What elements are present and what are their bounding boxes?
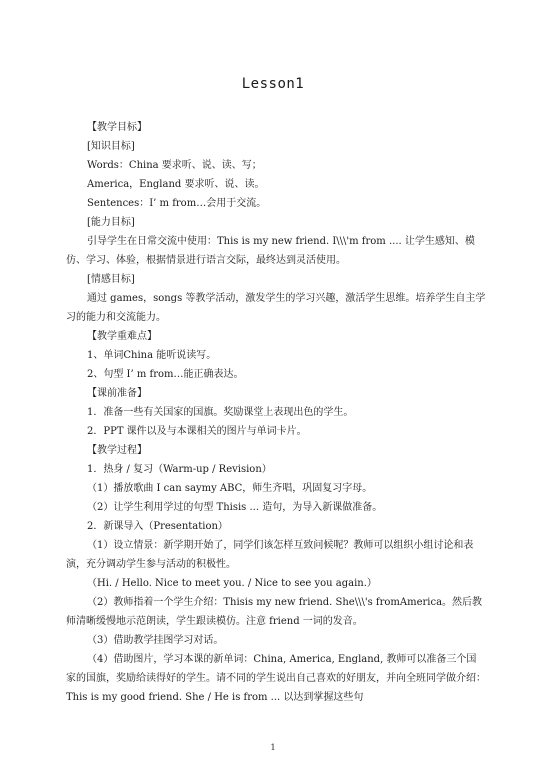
subheading-emotion: [情感目标] — [87, 274, 135, 285]
list-item: （2）让学生利用学过的句型 Thisis ... 造句，为导入新课做准备。 — [87, 502, 383, 513]
list-item: 2．新课导入（Presentation） — [87, 521, 228, 532]
list-item: 1、单词China 能听说读写。 — [87, 350, 217, 361]
section-heading-process: 【教学过程】 — [87, 445, 147, 456]
list-item: 1．热身 / 复习（Warm-up / Revision） — [87, 464, 272, 475]
list-item: 2．PPT 课件以及与本课相关的图片与单词卡片。 — [87, 426, 307, 437]
document-body — [66, 118, 486, 707]
list-item: 1．准备一些有关国家的国旗。奖励课堂上表现出色的学生。 — [87, 407, 354, 418]
list-item: （1）播放歌曲 I can saymy ABC，师生齐唱，巩固复习字母。 — [87, 483, 373, 494]
paragraph-scenario: （1）设立情景：新学期开始了，同学们该怎样互致问候呢？教师可以组织小组讨论和表演，充分调动学生参与活动的积极性。 — [66, 540, 474, 570]
list-item: 2、句型 I’ m from…能正确表达。 — [87, 369, 244, 380]
text-line: （Hi. / Hello. Nice to meet you. / Nice to see you again.） — [87, 578, 377, 589]
document-title: Lesson1 — [241, 76, 305, 92]
section-heading-preparation: 【课前准备】 — [87, 388, 147, 399]
text-line: America，England 要求听、说、读。 — [87, 179, 265, 190]
paragraph-ability: 引导学生在日常交流中使用：This is my new friend. I\\\'m from .... 让学生感知、模仿、学习、体验，根据情景进行语言交际，最终达到灵活使用。 — [66, 236, 475, 266]
paragraph-emotion: 通过 games，songs 等教学活动，激发学生的学习兴趣，激活学生思维。培养学生自主学习的能力和交流能力。 — [66, 293, 486, 323]
paragraph-introduce: （2）教师指着一个学生介绍：Thisis my new friend. She\\\'s fromAmerica。然后教师清晰缓慢地示范朗读，学生跟读模仿。注意 friend 一词的发音。 — [66, 597, 483, 627]
page-number: 1 — [270, 743, 276, 752]
subheading-ability: [能力目标] — [87, 217, 135, 228]
text-line: Words：China 要求听、说、读、写； — [87, 160, 262, 171]
list-item: （3）借助教学挂图学习对话。 — [87, 635, 224, 646]
text-line: Sentences：I’ m from…会用于交流。 — [87, 198, 267, 209]
section-heading-keypoints: 【教学重难点】 — [87, 331, 157, 342]
paragraph-new-words: （4）借助图片，学习本课的新单词：China, America, England, 教师可以准备三个国家的国旗，奖励给读得好的学生。请不同的学生说出自己喜欢的好朋友，并向全班同学做介绍：This is my good friend. She / He is from ... 以达到掌握这些句 — [66, 654, 486, 703]
subheading-knowledge: [知识目标] — [87, 141, 135, 152]
section-heading-objectives: 【教学目标】 — [87, 122, 147, 133]
